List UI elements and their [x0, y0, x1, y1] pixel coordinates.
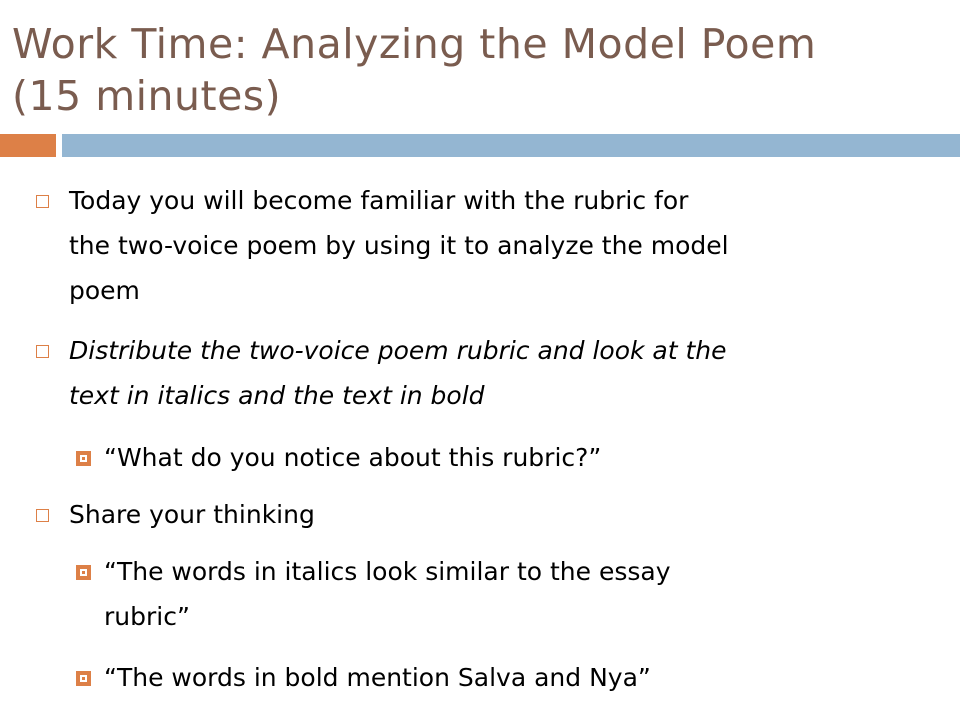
bullet-line: “What do you notice about this rubric?” — [104, 443, 602, 472]
bullet-rubric-intro — [69, 178, 729, 313]
slide-title — [12, 18, 942, 122]
nested-square-bullet-icon — [76, 671, 91, 686]
hollow-square-bullet-icon — [36, 195, 49, 208]
bullet-bold-response — [104, 655, 651, 700]
bullet-line: text in italics and the text in bold — [69, 381, 485, 410]
bullet-line: “The words in italics look similar to the essay — [104, 557, 671, 586]
bullet-line: Share your thinking — [69, 500, 315, 529]
bullet-line: the two-voice poem by using it to analyze the model — [69, 231, 729, 260]
slide-title-line-2: (15 minutes) — [12, 72, 282, 120]
bullet-line: Distribute the two-voice poem rubric and look at the — [69, 336, 727, 365]
hollow-square-bullet-icon — [36, 345, 49, 358]
bullet-line: “The words in bold mention Salva and Nya” — [104, 663, 651, 692]
nested-square-bullet-icon — [76, 451, 91, 466]
hollow-square-bullet-icon — [36, 509, 49, 522]
bullet-line: Today you will become familiar with the rubric for — [69, 186, 689, 215]
bullet-line: poem — [69, 276, 140, 305]
bullet-distribute-rubric — [69, 328, 727, 418]
slide-title-line-1: Work Time: Analyzing the Model Poem — [12, 20, 817, 68]
title-accent-bar-blue — [62, 134, 960, 157]
bullet-share-thinking — [69, 492, 315, 537]
bullet-italics-response — [104, 549, 671, 639]
bullet-notice-question — [104, 435, 601, 480]
bullet-line: rubric” — [104, 602, 190, 631]
nested-square-bullet-icon — [76, 565, 91, 580]
title-accent-bar-orange — [0, 134, 56, 157]
